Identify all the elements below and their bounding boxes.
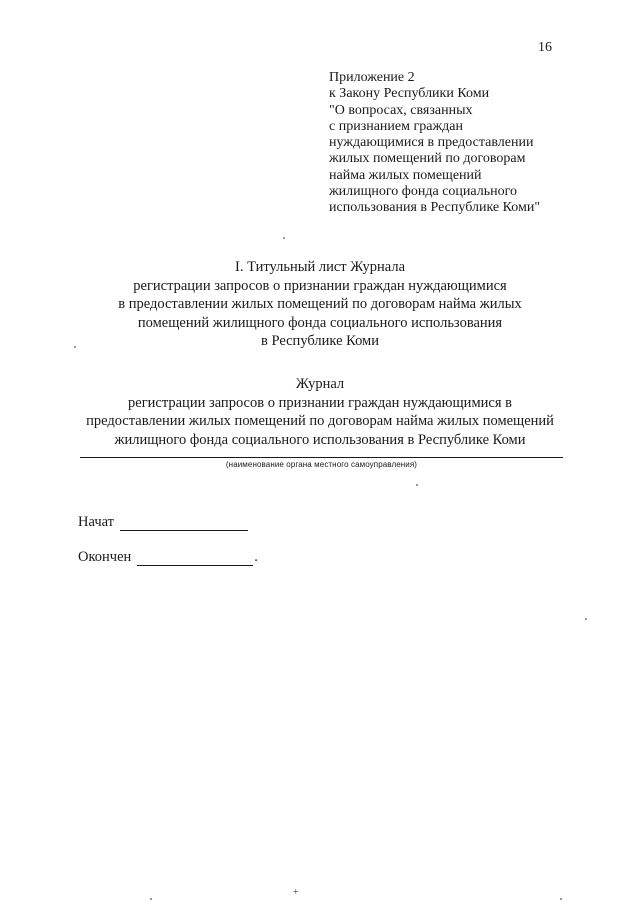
appendix-line: Приложение 2 xyxy=(329,70,415,85)
scan-speck xyxy=(74,346,76,348)
appendix-line: найма жилых помещений xyxy=(329,167,482,183)
journal-line: предоставлении жилых помещений по договорам найма жилых помещений xyxy=(86,413,554,429)
heading-line: в Республике Коми xyxy=(260,333,379,349)
appendix-header xyxy=(329,70,629,217)
page-number: 16 xyxy=(538,40,552,55)
journal-title xyxy=(40,375,600,449)
started-label: Начат xyxy=(78,514,115,530)
ended-label: Окончен xyxy=(78,549,132,565)
section-heading xyxy=(40,258,600,351)
ended-blank-line xyxy=(137,551,253,566)
journal-line: регистрации запросов о признании граждан нуждающимися в xyxy=(128,394,512,411)
appendix-line: жилых помещений по договорам xyxy=(329,151,526,167)
scan-speck xyxy=(283,237,285,239)
ended-field xyxy=(78,549,258,566)
appendix-line: жилищного фонда социального xyxy=(329,184,518,200)
org-name-caption: (наименование органа местного самоуправления) xyxy=(225,460,418,469)
started-blank-line xyxy=(120,516,248,531)
org-name-line xyxy=(80,457,563,458)
scan-speck xyxy=(416,484,418,486)
appendix-line: использования в Республике Коми" xyxy=(329,200,541,216)
scan-speck xyxy=(560,898,562,900)
heading-line: регистрации запросов о признании граждан нуждающимися xyxy=(133,277,507,294)
started-field xyxy=(78,514,248,531)
scan-speck xyxy=(585,618,587,620)
heading-line: в предоставлении жилых помещений по договорам найма жилых xyxy=(118,296,522,312)
appendix-line: к Закону Республики Коми xyxy=(329,86,490,102)
journal-line: Журнал xyxy=(295,376,345,392)
heading-line: помещений жилищного фонда социального использования xyxy=(137,314,503,331)
appendix-line: нуждающимися в предоставлении xyxy=(329,135,534,151)
journal-line: жилищного фонда социального использования в Республике Коми xyxy=(114,431,526,448)
bottom-scan-mark: + xyxy=(293,887,299,898)
ended-trailing-period: . xyxy=(254,549,258,565)
scan-speck xyxy=(150,898,152,900)
appendix-line: "О вопросах, связанных xyxy=(329,102,473,118)
heading-line: I. Титульный лист Журнала xyxy=(235,259,405,275)
appendix-line: с признанием граждан xyxy=(329,118,463,134)
